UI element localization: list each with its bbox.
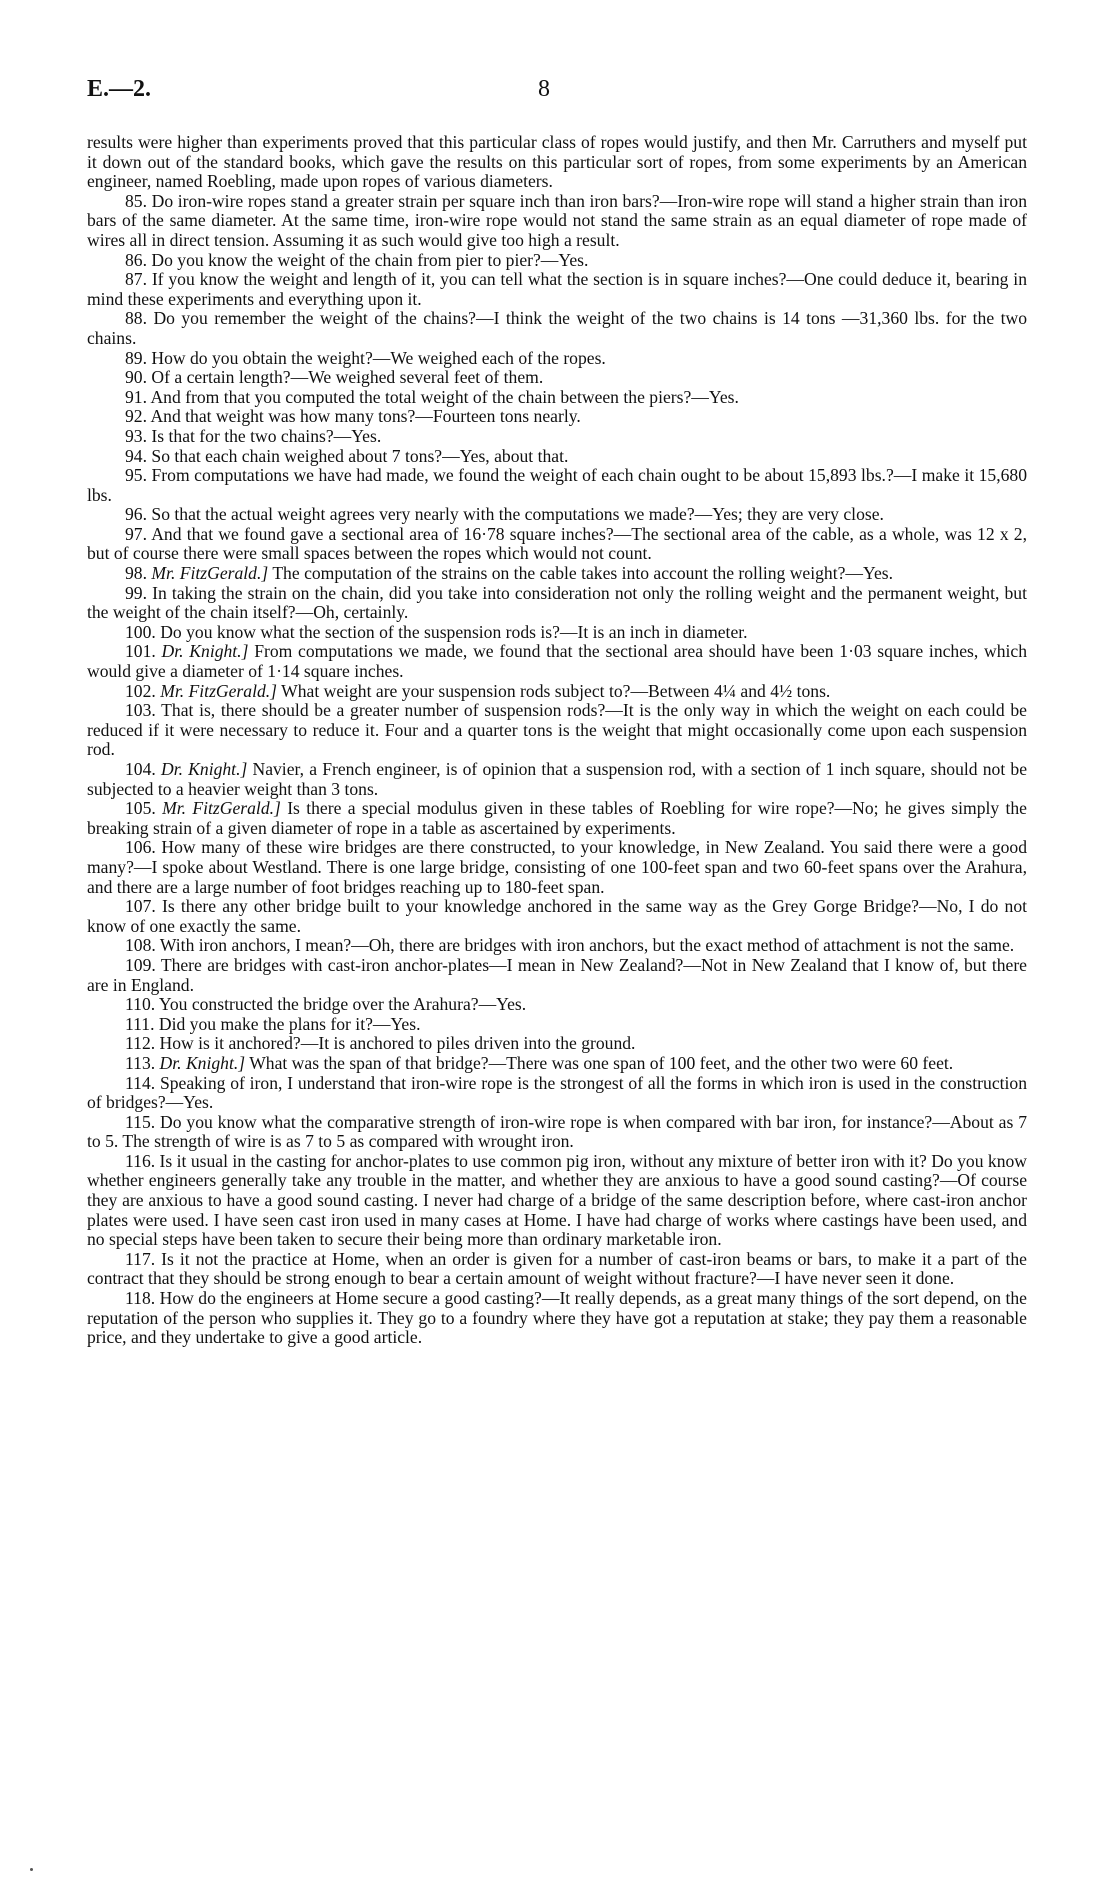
qa-paragraph [87,623,1027,643]
qa-text: From computations we made, we found that the sectional area should have been 1·03 square inches, which would give a diameter of 1·14 square inches. [87,641,1028,682]
qa-paragraph [87,1074,1027,1113]
question-number: 86. [125,249,147,270]
qa-text: There are bridges with cast-iron anchor-plates—I mean in New Zealand?—Not in New Zealand that I know of, but there are in England. [87,954,1027,995]
report-reference: E.—2. [87,76,152,102]
qa-text: How many of these wire bridges are there constructed, to your knowledge, in New Zealand. You said there were a good many?—I spoke about Westland. There is one large bridge, consisting of one 100-feet span and two 60-feet spans over the Arahura, and there are a large number of foot bridges reaching up to 180-feet span. [87,837,1028,897]
qa-text: With iron anchors, I mean?—Oh, there are bridges with iron anchors, but the exact method of attachment is not the same. [159,935,1015,956]
question-number: 101. [125,641,156,662]
qa-paragraph [87,701,1027,760]
speaker-label: Mr. FitzGerald.] [151,563,269,584]
question-number: 104. [125,759,156,779]
qa-paragraph [87,427,1027,447]
question-number: 96. [125,504,147,525]
qa-text: You constructed the bridge over the Arahura?—Yes. [158,994,527,1015]
qa-text: Do you know what the comparative strength of iron-wire rope is when compared with bar iron, for instance?—About as 7 to 5. The strength of wire is as 7 to 5 as compared with wrought iron. [87,1111,1027,1152]
qa-text: From computations we have had made, we found the weight of each chain ought to be about 15,893 lbs.?—I make it 15,680 lbs. [87,465,1027,505]
qa-paragraph [87,270,1027,309]
qa-text: Is there a special modulus given in these tables of Roebling for wire rope?—No; he gives simply the breaking strain of a given diameter of rope in a table as ascertained by experiments. [87,798,1027,838]
qa-text: Is it usual in the casting for anchor-plates to use common pig iron, without any mixture of better iron with it? Do you know whether engineers generally take any trouble in the matter, and whether they are anxious to have a good sound casting?—Of course they are anxious to have a good sound casting. I never had charge of a bridge of the same description before, where cast-iron anchor plates were used. I have seen cast iron used in many cases at Home. I have had charge of works where castings have been used, and no special steps have been taken to secure their being more than ordinary marketable iron. [87,1150,1027,1250]
qa-text: Do iron-wire ropes stand a greater strain per square inch than iron bars?—Iron-wire rope will stand a higher strain than iron bars of the same diameter. At the same time, iron-wire rope would not stand the same strain as an equal diameter of rope made of wires all in direct tension. Assuming it as such would give too high a result. [87,190,1027,250]
qa-paragraph [87,525,1027,564]
qa-paragraph [87,447,1027,467]
question-number: 93. [125,425,147,446]
page-body [87,133,1027,1348]
qa-text: Do you remember the weight of the chains?—I think the weight of the two chains is 14 tons —31,360 lbs. for the two chains. [87,308,1027,348]
question-number: 105. [125,798,156,819]
qa-paragraph [87,584,1027,623]
qa-paragraph [87,1113,1027,1152]
question-number: 88. [125,308,147,329]
qa-paragraph [87,251,1027,271]
qa-text: If you know the weight and length of it, you can tell what the section is in square inches?—One could deduce it, bearing in mind these experiments and everything upon it. [87,269,1027,309]
qa-text: And from that you computed the total weight of the chain between the piers?—Yes. [150,386,739,407]
question-number: 103. [125,700,156,721]
qa-paragraph [87,799,1027,838]
qa-paragraph [87,1289,1027,1348]
question-number: 112. [125,1033,156,1054]
qa-paragraph [87,466,1027,505]
qa-paragraph [87,349,1027,369]
speaker-label: Dr. Knight.] [159,1052,246,1073]
qa-paragraph [87,407,1027,427]
qa-text: And that weight was how many tons?—Fourteen tons nearly. [150,406,581,427]
qa-paragraph [87,1152,1027,1250]
qa-paragraph [87,1034,1027,1054]
qa-text: Navier, a French engineer, is of opinion that a suspension rod, with a section of 1 inch square, should not be subjected to a heavier weight than 3 tons. [87,759,1027,799]
qa-paragraph [87,192,1027,251]
qa-paragraph [87,956,1027,995]
question-number: 99. [125,582,147,603]
qa-text: What weight are your suspension rods subject to?—Between 4¼ and 4½ tons. [281,680,831,701]
question-number: 118. [125,1288,156,1309]
qa-paragraph [87,388,1027,408]
question-number: 102. [125,680,156,701]
speaker-label: Dr. Knight.] [161,641,249,662]
qa-text: Is there any other bridge built to your knowledge anchored in the same way as the Grey Gorge Bridge?—No, I do not know of one exactly the same. [87,896,1028,936]
qa-paragraph [87,995,1027,1015]
question-number: 116. [125,1150,156,1171]
qa-paragraph [87,682,1027,702]
qa-text: In taking the strain on the chain, did you take into consideration not only the rolling weight and the permanent weight, but the weight of the chain itself?—Oh, certainly. [87,582,1027,623]
question-number: 90. [125,367,147,388]
qa-text: What was the span of that bridge?—There was one span of 100 feet, and the other two were 60 feet. [249,1052,954,1073]
question-number: 111. [125,1013,155,1034]
scan-speck [30,1868,33,1871]
qa-text: How is it anchored?—It is anchored to piles driven into the ground. [159,1033,636,1054]
qa-paragraph [87,309,1027,348]
qa-text: And that we found gave a sectional area of 16·78 square inches?—The sectional area of the cable, as a whole, was 12 x 2, but of course there were small spaces between the ropes which would not count. [87,523,1027,564]
page-number: 8 [538,76,550,102]
speaker-label: Mr. FitzGerald.] [160,680,278,701]
qa-text: Of a certain length?—We weighed several feet of them. [151,367,544,388]
question-number: 108. [125,935,156,956]
qa-paragraph [87,564,1027,584]
question-number: 91. [125,386,147,407]
question-number: 98. [125,563,147,584]
question-number: 115. [125,1111,156,1132]
speaker-label: Dr. Knight.] [160,759,248,779]
qa-paragraph [87,1250,1027,1289]
qa-text: How do the engineers at Home secure a good casting?—It really depends, as a great many things of the sort depend, on the reputation of the person who supplies it. They go to a foundry where they have got a reputation at stake; they pay them a reasonable price, and they undertake to give a good article. [87,1288,1027,1348]
qa-text: Is it not the practice at Home, when an order is given for a number of cast-iron beams or bars, to make it a part of the contract that they should be strong enough to bear a certain amount of weight without fracture?—I have never seen it done. [87,1248,1027,1289]
qa-paragraph [87,936,1027,956]
question-number: 113. [125,1052,156,1073]
question-number: 114. [125,1072,156,1093]
question-number: 110. [125,994,156,1015]
qa-paragraph [87,838,1027,897]
qa-paragraph [87,1015,1027,1035]
question-number: 106. [125,837,156,858]
question-number: 89. [125,347,147,368]
qa-paragraph [87,897,1027,936]
qa-text: Is that for the two chains?—Yes. [151,425,382,446]
qa-paragraph [87,760,1027,799]
qa-text: So that each chain weighed about 7 tons?—Yes, about that. [151,445,569,466]
question-number: 95. [125,465,147,486]
qa-text: Do you know what the section of the suspension rods is?—It is an inch in diameter. [160,621,748,642]
question-number: 97. [125,523,147,544]
speaker-label: Mr. FitzGerald.] [162,798,281,819]
qa-text: Did you make the plans for it?—Yes. [158,1013,421,1034]
qa-paragraph [87,505,1027,525]
qa-paragraph [87,368,1027,388]
qa-text: That is, there should be a greater number of suspension rods?—It is the only way in which the weight on each could be reduced if it were necessary to reduce it. Four and a quarter tons is the weight that might occasionally come upon each suspension rod. [87,700,1027,760]
lead-paragraph: results were higher than experiments proved that this particular class of ropes would justify, and then Mr. Carruthers and myself put it down out of the standard books, which gave the results on this particular sort of ropes, from some experiments by an American engineer, named Roebling, made upon ropes of various diameters. [87,132,1027,192]
qa-text: Do you know the weight of the chain from pier to pier?—Yes. [151,249,589,270]
question-number: 92. [125,406,147,427]
question-number: 107. [125,896,156,917]
qa-paragraph [87,1054,1027,1074]
qa-paragraph [87,642,1027,681]
qa-text: The computation of the strains on the cable takes into account the rolling weight?—Yes. [272,563,893,584]
qa-text: How do you obtain the weight?—We weighed each of the ropes. [151,347,606,368]
page-header [87,76,1027,108]
qa-text: So that the actual weight agrees very nearly with the computations we made?—Yes; they are very close. [151,504,884,525]
qa-list [87,192,1027,1348]
question-number: 100. [125,621,156,642]
question-number: 109. [125,954,156,975]
question-number: 94. [125,445,147,466]
qa-text: Speaking of iron, I understand that iron-wire rope is the strongest of all the forms in which iron is used in the construction of bridges?—Yes. [87,1072,1027,1113]
question-number: 85. [125,190,147,211]
question-number: 117. [125,1248,156,1269]
question-number: 87. [125,269,147,290]
